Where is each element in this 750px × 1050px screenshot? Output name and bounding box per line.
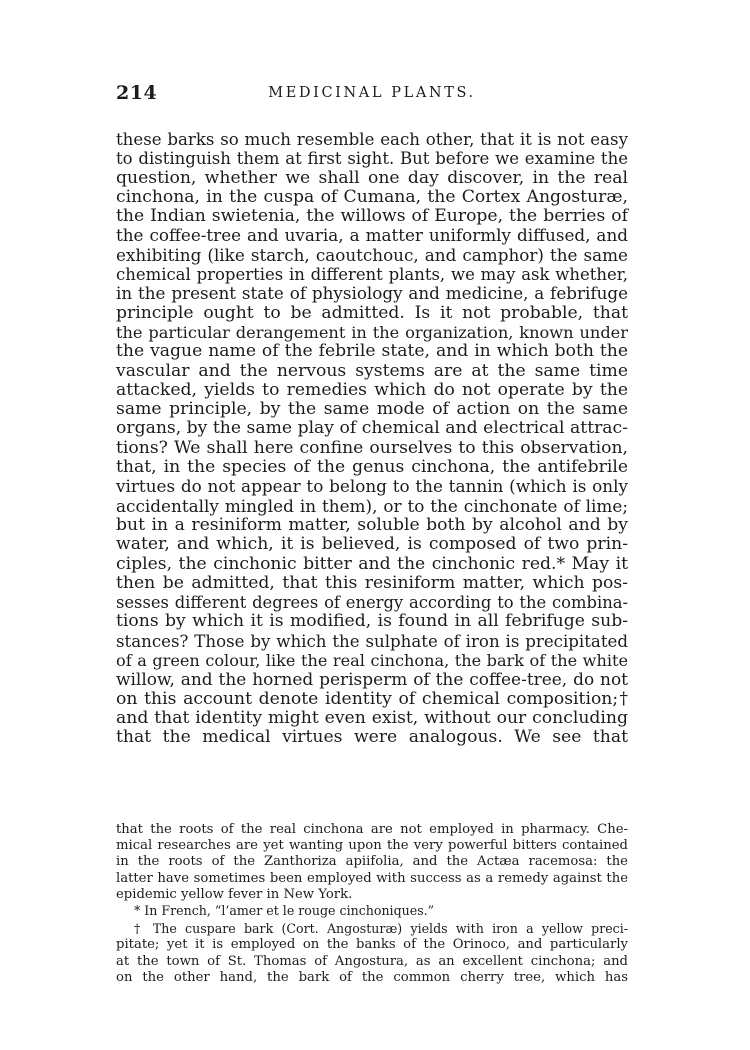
body-text xyxy=(116,130,628,748)
body-line: willow, and the horned perisperm of the coffee-tree, do not xyxy=(116,669,628,690)
body-line: that, in the species of the genus cinchona, the antifebrile xyxy=(116,457,628,478)
body-line: on this account denote identity of chemical composition;† xyxy=(116,688,628,709)
footnote-line: at the town of St. Thomas of Angostura, as an excellent cinchona; and xyxy=(116,953,628,969)
body-line: exhibiting (like starch, caoutchouc, and camphor) the same xyxy=(116,244,628,265)
body-line: stances? Those by which the sulphate of iron is precipitated xyxy=(116,631,628,651)
page-number: 214 xyxy=(116,82,158,104)
body-line: principle ought to be admitted. Is it not probable, that xyxy=(116,302,628,323)
body-line: and that identity might even exist, without our concluding xyxy=(116,707,628,728)
body-line: sesses different degrees of energy according to the combina- xyxy=(116,593,628,613)
footnote-line: epidemic yellow fever in New York. xyxy=(116,886,353,902)
body-line: chemical properties in different plants, we may ask whether, xyxy=(116,265,628,285)
footnote-line: pitate; yet it is employed on the banks of the Orinoco, and particularly xyxy=(116,937,628,953)
body-line: same principle, by the same mode of action on the same xyxy=(116,399,628,420)
body-line: cinchona, in the cuspa of Cumana, the Cortex Angosturæ, xyxy=(116,186,628,207)
running-head: MEDICINAL PLANTS. xyxy=(268,85,476,101)
body-line: in the present state of physiology and medicine, a febrifuge xyxy=(116,283,628,304)
body-line: of a green colour, like the real cinchona, the bark of the white xyxy=(116,651,628,671)
body-line: vascular and the nervous systems are at the same time xyxy=(116,360,628,381)
page-header xyxy=(116,82,628,106)
footnote-line: mical researches are yet wanting upon the very powerful bitters contained xyxy=(116,838,628,854)
footnotes xyxy=(116,822,628,986)
body-line: accidentally mingled in them), or to the cinchonate of lime; xyxy=(116,495,628,516)
footnote-line: on the other hand, the bark of the common cherry tree, which has xyxy=(116,969,628,985)
footnote-line: latter have sometimes been employed with success as a remedy against the xyxy=(116,870,628,886)
body-line: then be admitted, that this resiniform matter, which pos- xyxy=(116,572,628,593)
body-line: ciples, the cinchonic bitter and the cinchonic red.* May it xyxy=(116,553,628,574)
body-line: that the medical virtues were analogous. We see that xyxy=(116,727,628,748)
body-line: these barks so much resemble each other, that it is not easy xyxy=(116,130,628,149)
footnote-asterisk: * In French, “l’amer et le rouge cinchoniques.” xyxy=(134,902,435,918)
body-line: virtues do not appear to belong to the tannin (which is only xyxy=(116,476,628,497)
body-line: question, whether we shall one day discover, in the real xyxy=(116,167,628,188)
footnote-dagger: † The cuspare bark (Cort. Angosturæ) yields with iron a yellow preci- xyxy=(134,921,628,937)
body-line: tions? We shall here confine ourselves to this observation, xyxy=(116,437,628,458)
body-line: the coffee-tree and uvaria, a matter uniformly diffused, and xyxy=(116,225,628,246)
body-line: the Indian swietenia, the willows of Europe, the berries of xyxy=(116,206,628,227)
body-line: the particular derangement in the organization, known under xyxy=(116,322,628,342)
footnote-line: in the roots of the Zanthoriza apiifolia, and the Actæa racemosa: the xyxy=(116,854,628,870)
body-line: but in a resiniform matter, soluble both by alcohol and by xyxy=(116,514,628,535)
body-line: to distinguish them at first sight. But before we examine the xyxy=(116,149,628,169)
footnote-line: that the roots of the real cinchona are not employed in pharmacy. Che- xyxy=(116,822,628,837)
body-line: water, and which, it is believed, is composed of two prin- xyxy=(116,534,628,555)
body-line: the vague name of the febrile state, and in which both the xyxy=(116,341,628,362)
body-line: organs, by the same play of chemical and electrical attrac- xyxy=(116,418,628,439)
body-line: tions by which it is modified, is found in all febrifuge sub- xyxy=(116,611,628,632)
body-line: attacked, yields to remedies which do not operate by the xyxy=(116,379,628,400)
